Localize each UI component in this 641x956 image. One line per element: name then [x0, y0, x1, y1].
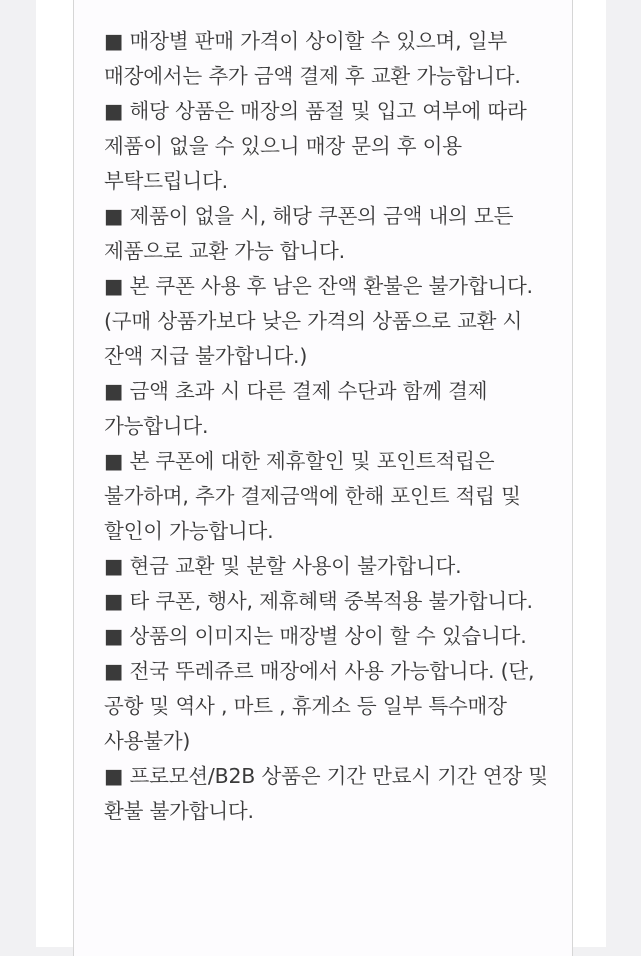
notice-item-exchange-alternative: ■ 제품이 없을 시, 해당 쿠폰의 금액 내의 모든 제품으로 교환 가능 합니다.	[104, 204, 514, 263]
notice-item-price-difference: ■ 매장별 판매 가격이 상이할 수 있으며, 일부 매장에서는 추가 금액 결제 후 교환 가능합니다.	[104, 29, 521, 88]
notice-item-store-scope: ■ 전국 뚜레쥬르 매장에서 사용 가능합니다. (단, 공항 및 역사 , 마트 , 휴게소 등 일부 특수매장 사용불가)	[104, 659, 535, 753]
notice-item-no-refund: ■ 본 쿠폰 사용 후 남은 잔액 환불은 불가합니다. (구매 상품가보다 낮은 가격의 상품으로 교환 시 잔액 지급 불가합니다.)	[104, 274, 533, 368]
notice-item-combined-payment: ■ 금액 초과 시 다른 결제 수단과 함께 결제 가능합니다.	[104, 379, 488, 438]
usage-notice-box	[73, 0, 573, 956]
notice-item-no-duplicate: ■ 타 쿠폰, 행사, 제휴혜택 중복적용 불가합니다.	[104, 589, 533, 613]
notice-item-discount-points: ■ 본 쿠폰에 대한 제휴할인 및 포인트적립은 불가하며, 추가 결제금액에 한해 포인트 적립 및 할인이 가능합니다.	[104, 449, 521, 543]
notice-item-image-difference: ■ 상품의 이미지는 매장별 상이 할 수 있습니다.	[104, 624, 527, 648]
usage-notice-list	[74, 0, 549, 829]
notice-item-no-cash-exchange: ■ 현금 교환 및 분할 사용이 불가합니다.	[104, 554, 462, 578]
notice-item-promotion-b2b: ■ 프로모션/B2B 상품은 기간 만료시 기간 연장 및 환불 불가합니다.	[104, 764, 548, 823]
coupon-detail-sheet	[36, 0, 606, 947]
notice-item-stock-availability: ■ 해당 상품은 매장의 품절 및 입고 여부에 따라 제품이 없을 수 있으니 매장 문의 후 이용 부탁드립니다.	[104, 99, 527, 193]
